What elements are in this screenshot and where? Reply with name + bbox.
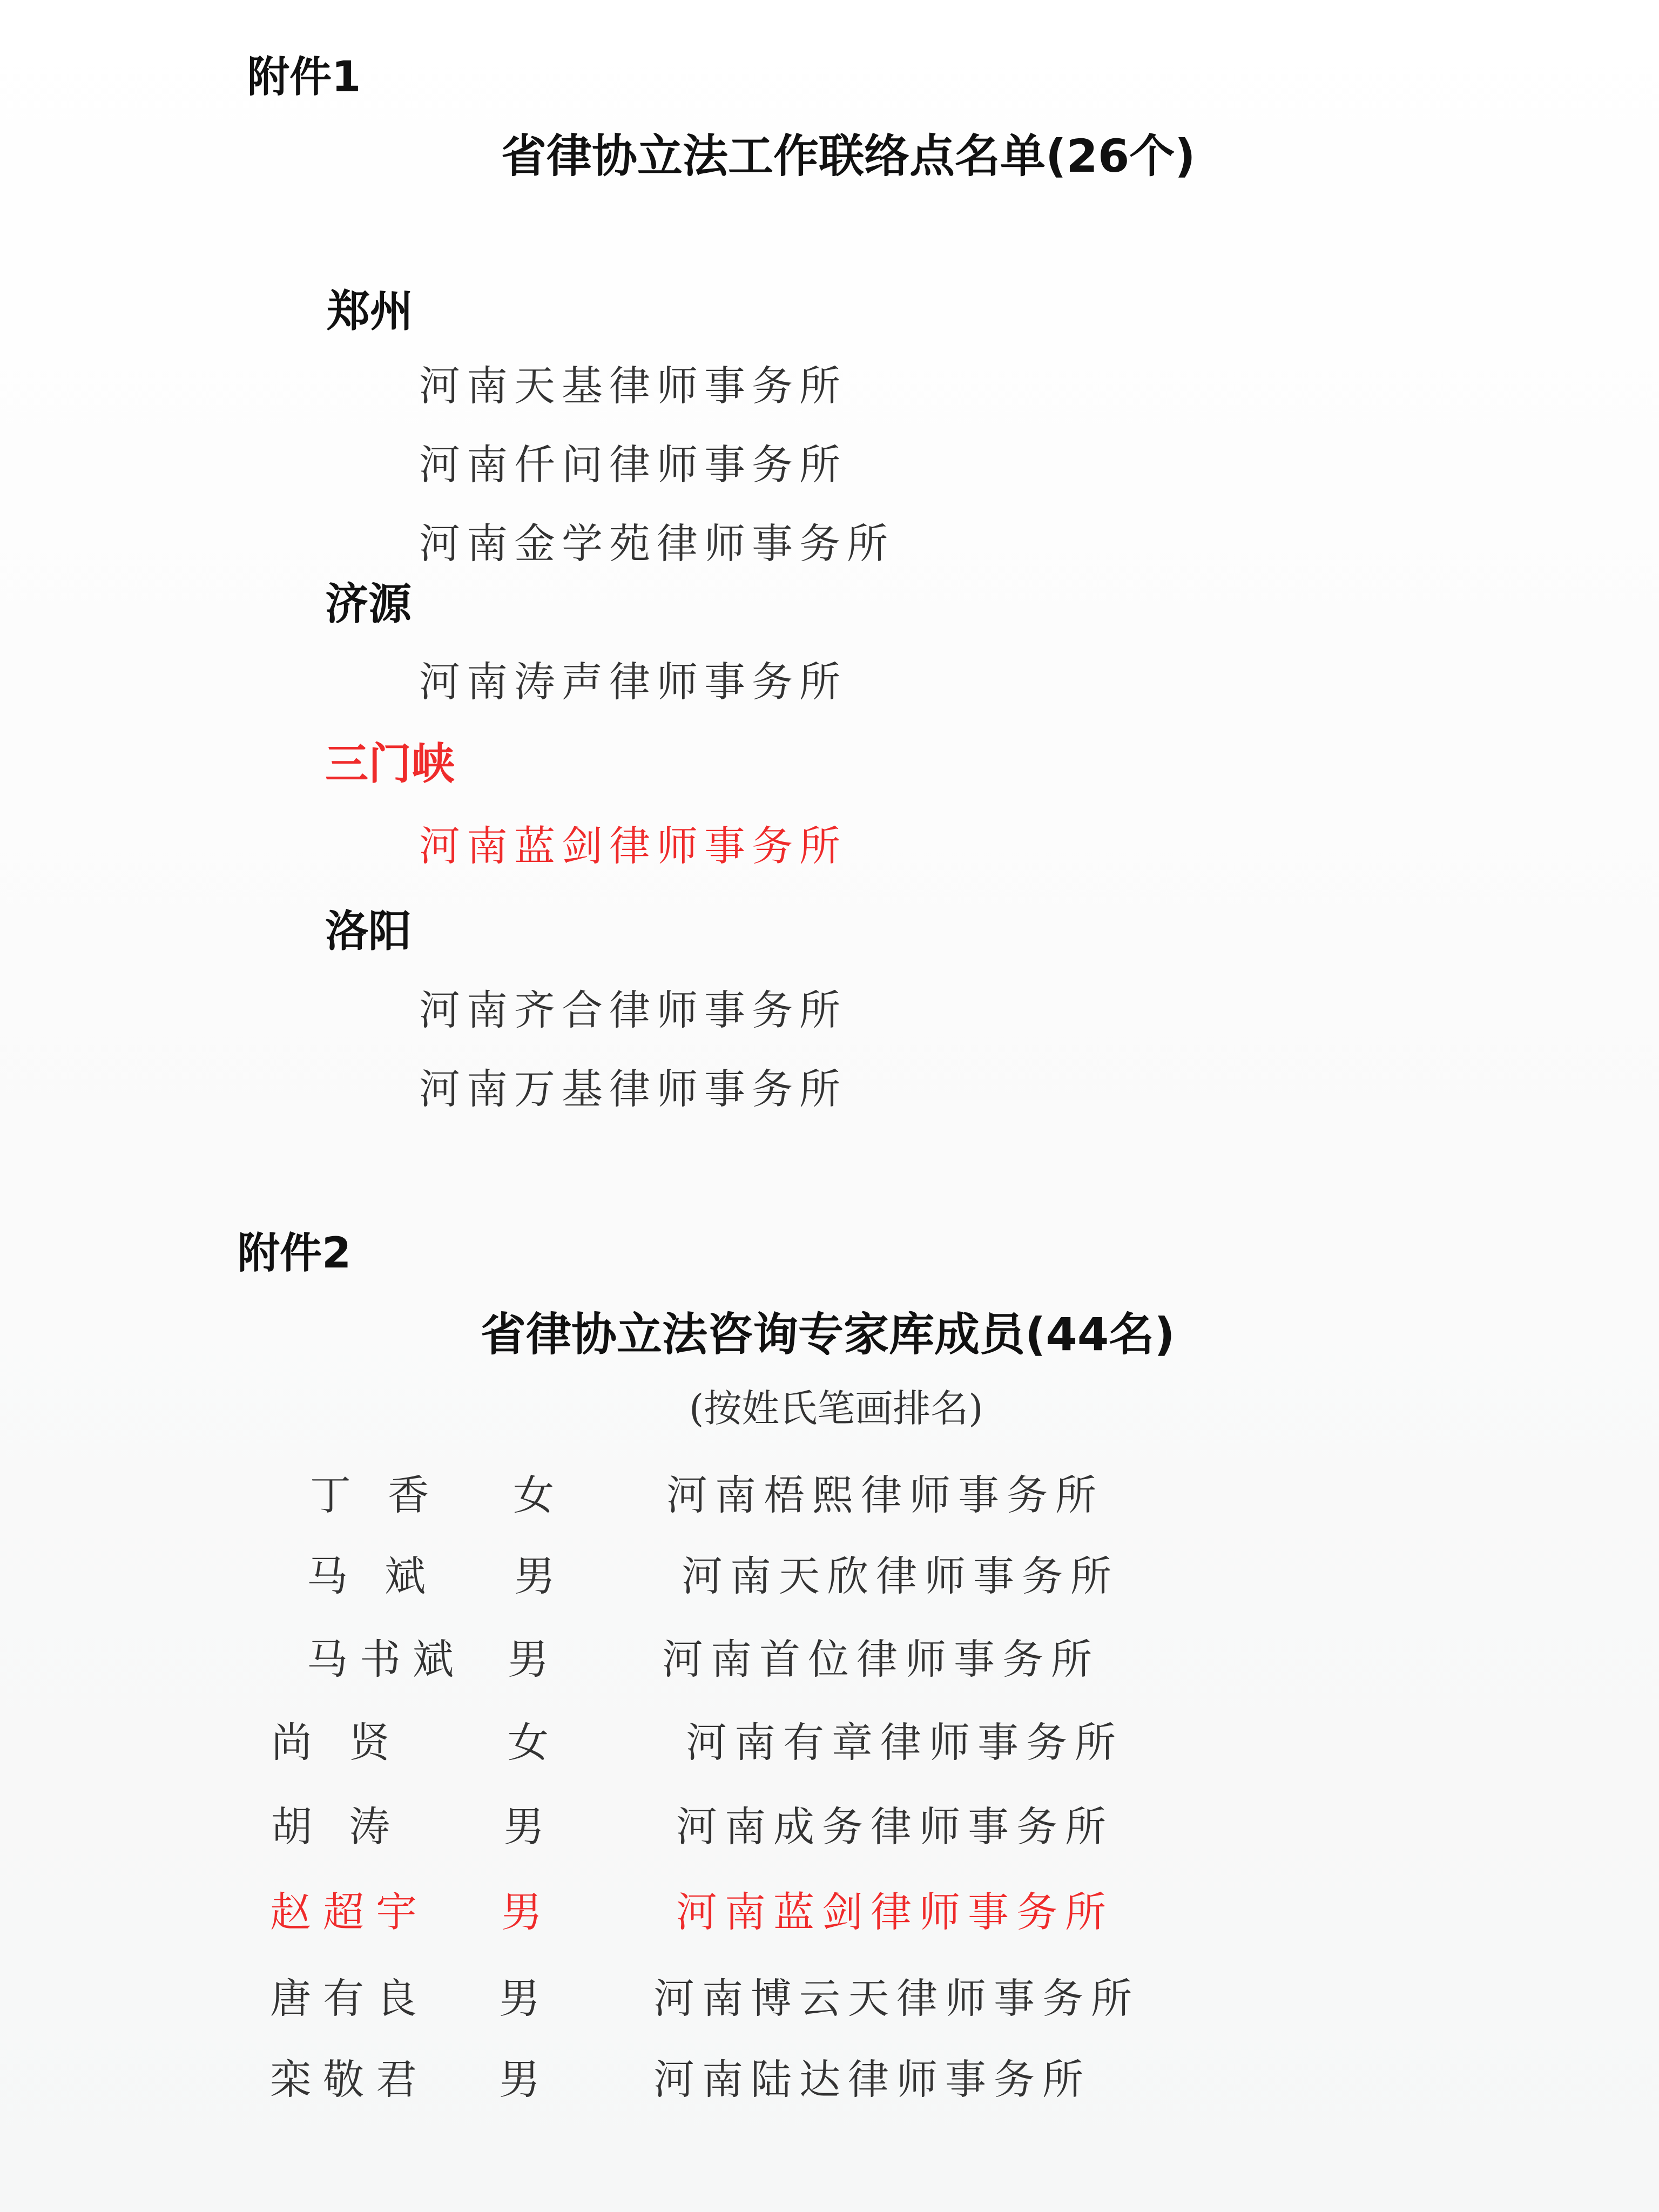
attachment-2-label: 附件2 xyxy=(238,1229,352,1278)
member-firm: 河南梧熙律师事务所 xyxy=(666,1471,1104,1519)
member-gender: 男 xyxy=(499,1974,540,2022)
firm-list-item: 河南蓝剑律师事务所 xyxy=(419,822,847,870)
attachment-1-title: 省律协立法工作联络点名单(26个) xyxy=(501,130,1196,183)
firm-list-item: 河南仟问律师事务所 xyxy=(419,441,847,489)
city-heading-sanmenxia: 三门峡 xyxy=(325,739,455,789)
attachment-1-label: 附件1 xyxy=(247,53,361,102)
member-name: 丁 香 xyxy=(310,1471,441,1519)
city-heading-zhengzhou: 郑州 xyxy=(327,286,413,336)
member-name: 尚 贤 xyxy=(271,1718,402,1766)
member-firm: 河南有章律师事务所 xyxy=(686,1718,1123,1766)
member-name: 栾敬君 xyxy=(270,2055,429,2103)
firm-list-item: 河南万基律师事务所 xyxy=(419,1065,847,1113)
member-firm: 河南成务律师事务所 xyxy=(676,1803,1114,1851)
firm-list-item: 河南齐合律师事务所 xyxy=(419,986,847,1034)
firm-list-item: 河南涛声律师事务所 xyxy=(419,658,847,706)
member-firm: 河南博云天律师事务所 xyxy=(653,1974,1139,2022)
member-gender: 女 xyxy=(513,1471,554,1519)
member-name: 马 斌 xyxy=(307,1552,438,1600)
member-firm: 河南蓝剑律师事务所 xyxy=(676,1888,1114,1936)
city-heading-jiyuan: 济源 xyxy=(325,579,412,629)
member-gender: 男 xyxy=(514,1552,555,1600)
member-gender: 男 xyxy=(501,1888,542,1936)
member-gender: 女 xyxy=(508,1718,549,1766)
member-gender: 男 xyxy=(503,1803,544,1851)
firm-list-item: 河南天基律师事务所 xyxy=(419,362,847,410)
firm-list-item: 河南金学苑律师事务所 xyxy=(419,520,894,568)
attachment-2-title: 省律协立法咨询专家库成员(44名) xyxy=(481,1308,1175,1361)
member-firm: 河南首位律师事务所 xyxy=(662,1635,1100,1683)
attachment-2-subtitle: (按姓氏笔画排名) xyxy=(689,1386,983,1431)
member-gender: 男 xyxy=(508,1635,549,1683)
city-heading-luoyang: 洛阳 xyxy=(325,906,412,956)
member-firm: 河南陆达律师事务所 xyxy=(653,2055,1091,2103)
member-gender: 男 xyxy=(499,2055,540,2103)
member-firm: 河南天欣律师事务所 xyxy=(682,1552,1119,1600)
member-name: 唐有良 xyxy=(270,1974,429,2022)
member-name: 赵超宇 xyxy=(270,1888,429,1936)
member-name: 胡 涛 xyxy=(271,1803,402,1851)
member-name: 马书斌 xyxy=(307,1635,466,1683)
